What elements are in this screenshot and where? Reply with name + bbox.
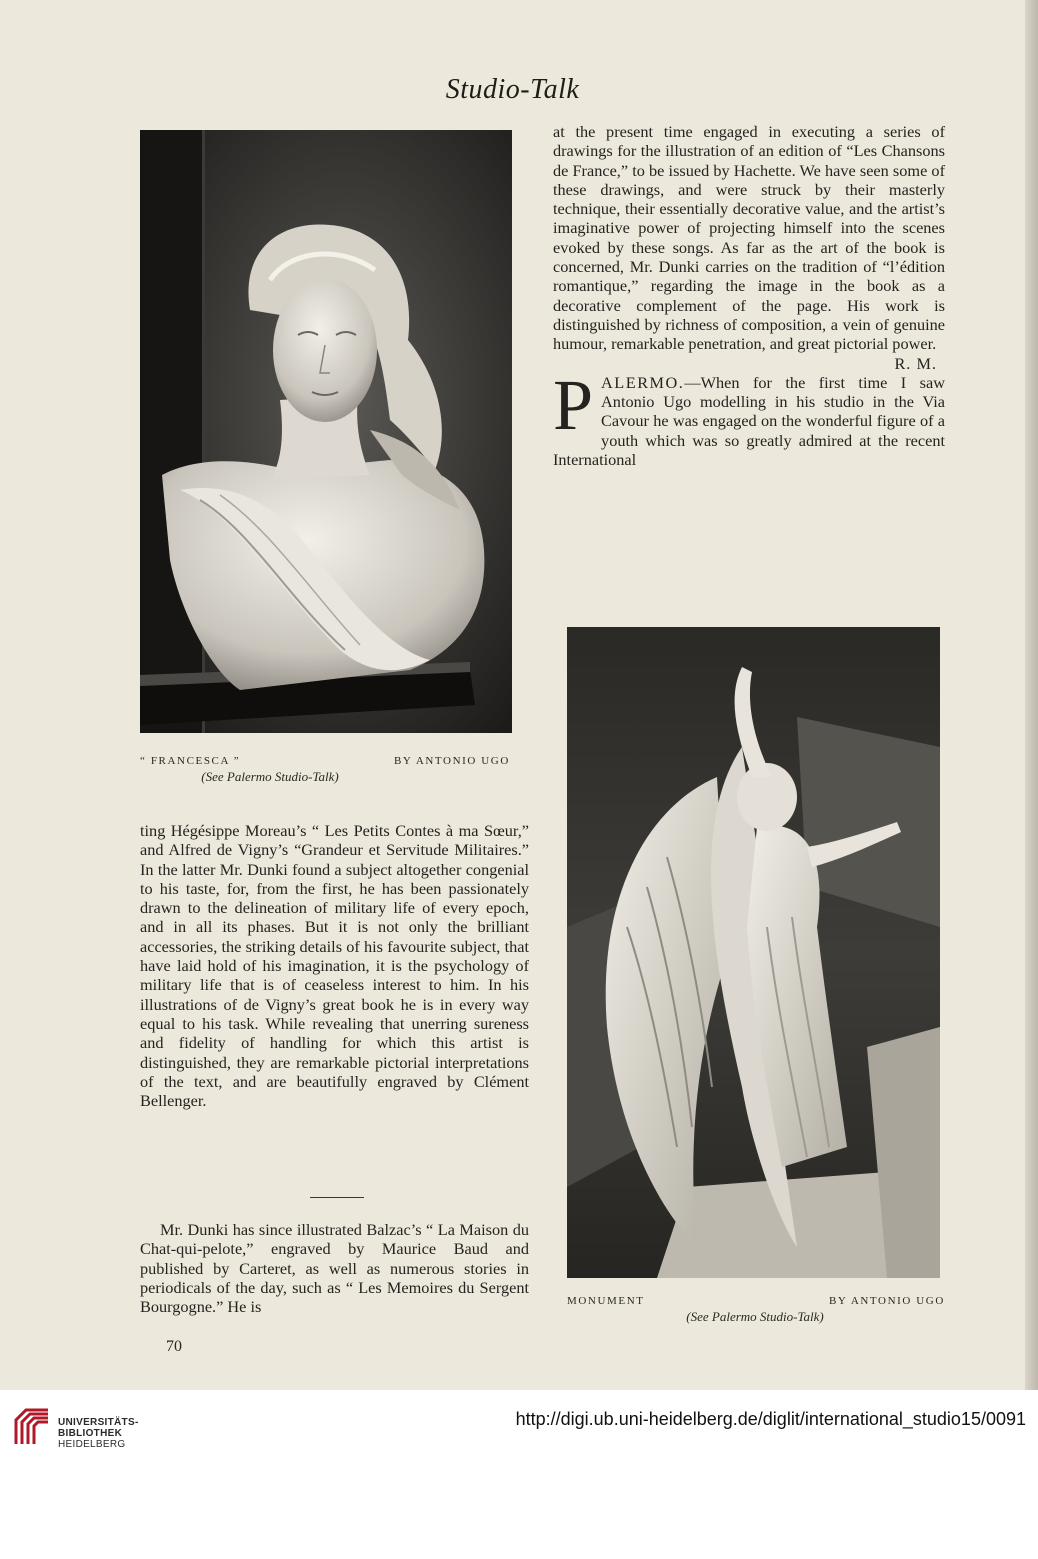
section-head: ALERMO. — [601, 372, 685, 392]
left-paragraph-1: ting Hégésippe Moreau’s “ Les Petits Contes à ma Sœur,” and Alfred de Vigny’s “Grandeur et Servitude Militaires.” In the latter Mr. Dunki found a subject altogether congenial to his taste, for, from the first, he has been passionately drawn to the delineation of military life of every epoch, and in all its phases. But it is not only the brilliant accessories, the striking details of his favourite subject, that have laid hold of his imagination, it is the psychology of military life that is of ceaseless interest to him. In his illustrations of de Vigny’s great book he is in every way equal to his task. While revealing that unerring sureness and fidelity of handling for which this artist is distinguished, they are remarkable pictorial interpretations of the text, and are beautifully engraved by Clément Bellenger. — [140, 821, 529, 1111]
page-number: 70 — [166, 1338, 182, 1355]
library-logo-icon — [12, 1404, 52, 1448]
right-caption-title: MONUMENT — [567, 1295, 645, 1307]
monument-photo — [567, 627, 940, 1278]
page-edge — [1025, 0, 1038, 1390]
left-paragraph-2: Mr. Dunki has since illustrated Balzac’s “ La Maison du Chat-qui-pelote,” engraved by Maurice Baud and published by Carteret, as well as numerous stories in periodicals of the day, such as “ Les Memoires du Sergent Bourgogne.” He is — [140, 1220, 529, 1317]
left-caption-credit: BY ANTONIO UGO — [394, 755, 510, 767]
left-text-column — [140, 821, 529, 1110]
palermo-section — [553, 364, 945, 470]
angel-illustration — [567, 627, 940, 1278]
bust-illustration — [140, 130, 512, 733]
left-caption-note: (See Palermo Studio-Talk) — [201, 769, 339, 784]
section-text: —When for the first time I saw Antonio Ugo modelling in his studio in the Via Cavour he was engaged on the wonderful figure of a youth which was so greatly admired at the recent International — [553, 372, 945, 470]
running-head: Studio-Talk — [445, 74, 580, 105]
library-name — [58, 1417, 178, 1450]
drop-cap: P — [553, 364, 594, 445]
source-url[interactable]: http://digi.ub.uni-heidelberg.de/diglit/international_studio15/0091 — [515, 1409, 1026, 1429]
library-line-2: BIBLIOTHEK — [58, 1428, 123, 1439]
section-rule — [310, 1197, 364, 1198]
left-caption-title: “ FRANCESCA ” — [140, 755, 241, 767]
library-line-1: UNIVERSITÄTS- — [58, 1417, 139, 1428]
author-signature: R. M. — [894, 353, 937, 373]
library-line-3: HEIDELBERG — [58, 1439, 126, 1450]
francesca-bust-photo — [140, 130, 512, 733]
right-caption-credit: BY ANTONIO UGO — [829, 1295, 945, 1307]
left-text-column-continued — [140, 1220, 529, 1316]
right-caption-note: (See Palermo Studio-Talk) — [686, 1309, 824, 1324]
continued-paragraph: at the present time engaged in executing a series of drawings for the illustration of an edition of “Les Chansons de France,” to be issued by Hachette. We have seen some of these drawings, and were struck by their masterly technique, their essentially decorative value, and the artist’s imaginative power of projecting himself into the scenes evoked by these songs. As far as the art of the book is concerned, Mr. Dunki carries on the tradition of “l’édition romantique,” regarding the image in the book as a decorative complement of the page. His work is distinguished by richness of composition, a vein of genuine humour, remarkable penetration, and great pictorial power. — [553, 122, 945, 354]
right-text-column — [553, 122, 945, 469]
